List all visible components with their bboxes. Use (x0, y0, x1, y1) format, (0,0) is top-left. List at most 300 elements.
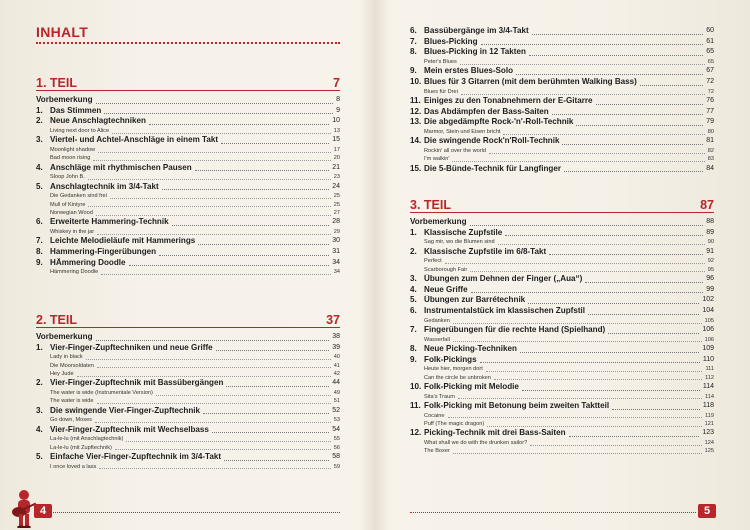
entry-page: 52 (332, 406, 340, 414)
dot-leader (486, 371, 703, 372)
dot-leader (203, 413, 329, 414)
toc-chapter-entry (410, 77, 714, 88)
toc-song-entry (410, 447, 714, 455)
entry-page: 72 (706, 78, 714, 86)
entry-title: Die swingende Rock'n'Roll-Technik (424, 136, 560, 146)
entry-title: Sita's Traum (424, 393, 455, 400)
dot-leader (564, 171, 703, 172)
entry-title: The Boxer (424, 448, 450, 455)
entry-title: Die Gedanken sind frei (50, 193, 107, 200)
dot-leader (149, 124, 329, 125)
toc-chapter-entry (36, 116, 340, 127)
entry-number: 9. (410, 354, 417, 364)
toc-song-entry (410, 365, 714, 373)
dot-leader (452, 161, 704, 162)
contents-heading: INHALT (36, 24, 89, 40)
entry-title: Whiskey in the jar (50, 228, 95, 235)
entry-title: Blues für 3 Gitarren (mit dem berühmten Walking Bass) (424, 77, 637, 87)
entry-number: 7. (410, 325, 417, 334)
entry-number: 12. (410, 106, 422, 116)
entry-title: Die 5-Bünde-Technik für Langfinger (424, 163, 562, 173)
entry-title: Folk-Pickings (424, 354, 477, 364)
entry-page: 104 (702, 307, 714, 314)
dot-leader (530, 445, 701, 446)
entry-page: 83 (707, 156, 714, 163)
entry-number: 5. (36, 181, 43, 191)
dot-leader (216, 350, 330, 351)
entry-title: Norwegian Wood (50, 209, 93, 216)
entry-title: Bassübergänge im 3/4-Takt (424, 26, 529, 35)
toc-song-entry (410, 128, 714, 136)
entry-page: 95 (707, 266, 714, 273)
entry-title: Vorbemerkung (410, 217, 467, 226)
dot-leader (471, 292, 704, 293)
entry-title: Übungen zum Dehnen der Finger („Aua“) (424, 273, 583, 283)
entry-page: 44 (332, 379, 340, 387)
entry-number: 6. (410, 306, 417, 315)
entry-title: Klassische Zupfstile (424, 227, 503, 237)
toc-chapter-entry (36, 236, 340, 247)
section-title: 2. TEIL (36, 313, 77, 327)
entry-page: 92 (707, 258, 714, 265)
dot-leader (528, 303, 699, 304)
entry-title: Hey Jude (50, 370, 74, 377)
toc-chapter-entry (410, 136, 714, 147)
dot-leader (453, 323, 702, 324)
entry-number: 10. (410, 77, 422, 87)
dot-leader (588, 314, 699, 315)
section-teil-2-continued (410, 26, 714, 174)
section-page: 87 (700, 198, 714, 212)
entry-page: 31 (332, 247, 340, 255)
entry-page: 59 (333, 463, 340, 470)
entry-page: 125 (704, 448, 714, 455)
toc-chapter-entry (36, 406, 340, 417)
entry-number: 5. (36, 451, 43, 461)
toc-song-entry (36, 444, 340, 452)
dot-leader (529, 55, 703, 56)
entry-number: 11. (410, 400, 421, 410)
dot-leader (522, 390, 700, 391)
entry-number: 3. (36, 135, 43, 145)
entry-number: 4. (410, 284, 417, 294)
toc-song-entry (36, 173, 340, 181)
entry-title: Blues-Picking (424, 36, 478, 46)
entry-number: 2. (410, 246, 417, 256)
section-teil-2 (36, 313, 340, 471)
heading-divider (36, 42, 340, 44)
dot-leader (112, 133, 331, 134)
toc-song-entry (36, 389, 340, 397)
toc-song-entry (36, 370, 340, 378)
entry-page: 118 (702, 401, 714, 409)
dot-leader (608, 333, 699, 334)
entry-page: 96 (706, 274, 714, 282)
entry-page: 51 (333, 398, 340, 405)
dot-leader (97, 234, 331, 235)
toc-song-entry (410, 88, 714, 96)
toc-song-entry (36, 192, 340, 200)
dot-leader (198, 244, 329, 245)
entry-title: Vier-Finger-Zupftechnik mit Bassübergängen (50, 378, 224, 388)
entry-title: Vier-Finger-Zupftechniken und neue Griffe (50, 342, 213, 352)
entry-page: 23 (333, 174, 340, 181)
dot-leader (97, 367, 331, 368)
entry-page: 13 (333, 128, 340, 135)
toc-chapter-entry (410, 285, 714, 296)
entry-page: 8 (336, 95, 340, 103)
toc-song-entry (36, 353, 340, 361)
entry-page: 15 (332, 136, 340, 144)
toc-chapter-entry (36, 217, 340, 228)
entry-title: Hämmering Doodle (50, 269, 99, 276)
section-title: 3. TEIL (410, 198, 451, 212)
entry-title: Wasserfall (424, 336, 450, 343)
entry-list (410, 217, 714, 456)
entry-title: Moonlight shadow (50, 147, 96, 154)
dot-leader (162, 189, 330, 190)
dot-leader (489, 153, 705, 154)
section-page: 37 (326, 313, 340, 327)
entry-title: Folk-Picking mit Betonung beim zweiten Taktteil (424, 400, 610, 410)
entry-title: Cocaine (424, 412, 445, 419)
entry-title: Erweiterte Hammering-Technik (50, 217, 169, 227)
entry-page: 41 (333, 362, 340, 369)
entry-title: Sag mir, wo die Blumen sind (424, 239, 495, 246)
entry-page: 25 (333, 193, 340, 200)
entry-title: Marmor, Stein und Eisen bricht (424, 129, 501, 136)
entry-list (36, 95, 340, 277)
dot-leader (481, 44, 704, 45)
entry-title: Einfache Vier-Finger-Zupftechnik im 3/4-Takt (50, 451, 222, 461)
entry-title: Neue Picking-Techniken (424, 343, 517, 353)
entry-number: 9. (36, 257, 43, 267)
entry-page: 112 (705, 374, 714, 381)
entry-page: 81 (706, 137, 714, 145)
toc-song-entry (36, 435, 340, 443)
dot-leader (549, 254, 703, 255)
dot-leader (552, 114, 703, 115)
toc-song-entry (36, 228, 340, 236)
entry-title: Fingerübungen für die rechte Hand (Spielhand) (424, 325, 606, 334)
toc-chapter-entry (410, 247, 714, 258)
toc-chapter-entry (410, 325, 714, 336)
toc-chapter-entry (410, 295, 714, 306)
footer-divider-left (50, 512, 340, 513)
entry-page: 58 (332, 452, 340, 460)
toc-chapter-entry (410, 401, 714, 412)
entry-title: I once loved a lass (50, 463, 97, 470)
toc-chapter-entry (36, 332, 340, 343)
entry-page: 24 (332, 182, 340, 190)
entry-number: 7. (36, 236, 43, 246)
toc-song-entry (36, 463, 340, 471)
entry-page: 34 (332, 258, 340, 266)
entry-page: 79 (706, 118, 714, 126)
toc-chapter-entry (410, 428, 714, 439)
dot-leader (99, 468, 330, 469)
dot-leader (96, 103, 334, 104)
dot-leader (458, 398, 702, 399)
dot-leader (221, 143, 329, 144)
entry-title: Folk-Picking mit Melodie (424, 381, 519, 391)
toc-song-entry (410, 420, 714, 428)
toc-chapter-entry (410, 107, 714, 118)
toc-chapter-entry (36, 343, 340, 354)
dot-leader (453, 341, 702, 342)
entry-number: 12. (410, 428, 422, 438)
dot-leader (640, 85, 703, 86)
section-header (36, 313, 340, 328)
toc-song-entry (410, 412, 714, 420)
toc-chapter-entry (410, 26, 714, 37)
toc-chapter-entry (36, 95, 340, 106)
entry-page: 27 (333, 209, 340, 216)
entry-title: Das Stimmen (50, 105, 102, 115)
dot-leader (460, 64, 705, 65)
entry-number: 2. (36, 116, 43, 126)
dot-leader (505, 235, 703, 236)
toc-chapter-entry (410, 37, 714, 48)
entry-title: Anschläge mit rhythmischen Pausen (50, 162, 192, 172)
dot-leader (159, 255, 329, 256)
toc-song-entry (410, 266, 714, 274)
toc-song-entry (410, 336, 714, 344)
dot-leader (126, 441, 330, 442)
entry-number: 4. (36, 424, 43, 434)
toc-song-entry (410, 147, 714, 155)
toc-song-entry (36, 146, 340, 154)
entry-title: Neue Griffe (424, 284, 468, 294)
dot-leader (596, 104, 704, 105)
entry-page: 82 (707, 148, 714, 155)
dot-leader (98, 152, 331, 153)
dot-leader (172, 225, 330, 226)
toc-song-entry (410, 374, 714, 382)
entry-title: Leichte Melodieläufe mit Hammerings (50, 236, 196, 246)
entry-page: 72 (707, 88, 714, 95)
toc-chapter-entry (36, 135, 340, 146)
entry-number: 8. (410, 47, 417, 57)
section-header (36, 76, 340, 91)
toc-song-entry (410, 317, 714, 325)
entry-title: Blues-Picking in 12 Takten (424, 47, 526, 57)
toc-song-entry (36, 209, 340, 217)
entry-page: 109 (702, 344, 714, 352)
dot-leader (445, 263, 705, 264)
section-page: 7 (333, 76, 340, 90)
dot-leader (224, 460, 329, 461)
entry-page: 61 (706, 37, 714, 45)
toc-chapter-entry (410, 228, 714, 239)
entry-title: The water is wide (Instrumentale Version) (50, 389, 153, 396)
toc-chapter-entry (36, 425, 340, 436)
toc-song-entry (36, 268, 340, 276)
entry-title: Neue Anschlagtechniken (50, 116, 146, 126)
entry-title: Bad moon rising (50, 155, 91, 162)
entry-number: 14. (410, 136, 422, 146)
entry-page: 38 (332, 332, 340, 340)
entry-title: Die abgedämpfte Rock-'n'-Roll-Technik (424, 117, 574, 127)
entry-title: Blues für Drei (424, 88, 458, 95)
entry-page: 60 (706, 26, 714, 34)
toc-chapter-entry (410, 344, 714, 355)
dot-leader (97, 403, 331, 404)
dot-leader (470, 271, 705, 272)
entry-page: 65 (706, 48, 714, 56)
entry-page: 88 (706, 217, 714, 225)
entry-page: 89 (706, 228, 714, 236)
entry-title: HÄmmering Doodle (50, 257, 126, 267)
entry-page: 106 (704, 336, 714, 343)
entry-number: 7. (410, 36, 417, 46)
entry-title: Anschlagtechnik im 3/4-Takt (50, 181, 159, 191)
dot-leader (77, 376, 331, 377)
entry-title: Can the circle be unbroken (424, 374, 491, 381)
entry-title: Vier-Finger-Zupftechnik mit Wechselbass (50, 424, 209, 434)
entry-page: 28 (332, 218, 340, 226)
entry-title: Rockin' all over the world (424, 148, 487, 155)
entry-title: Mull of Kintyre (50, 201, 86, 208)
entry-title: The water is wide (50, 398, 94, 405)
entry-page: 77 (706, 107, 714, 115)
dot-leader (569, 436, 700, 437)
entry-page: 99 (706, 285, 714, 293)
entry-title: Viertel- und Achtel-Anschläge in einem Takt (50, 135, 219, 145)
entry-page: 40 (333, 354, 340, 361)
toc-song-entry (36, 362, 340, 370)
toc-song-entry (410, 257, 714, 265)
entry-number: 6. (410, 26, 417, 35)
dot-leader (96, 215, 331, 216)
toc-song-entry (36, 416, 340, 424)
entry-number: 15. (410, 163, 422, 173)
toc-chapter-entry (36, 106, 340, 117)
toc-song-entry (410, 238, 714, 246)
toc-chapter-entry (36, 452, 340, 463)
entry-page: 114 (705, 393, 714, 400)
entry-title: Die swingende Vier-Finger-Zupftechnik (50, 405, 201, 415)
entry-number: 9. (410, 66, 417, 76)
entry-page: 91 (706, 247, 714, 255)
toc-chapter-entry (36, 163, 340, 174)
toc-chapter-entry (410, 355, 714, 366)
entry-page: 65 (707, 59, 714, 66)
entry-page: 49 (333, 389, 340, 396)
entry-number: 1. (36, 342, 43, 352)
dot-leader (562, 144, 703, 145)
toc-chapter-entry (410, 47, 714, 58)
toc-song-entry (410, 439, 714, 447)
entry-page: 123 (702, 429, 714, 437)
dot-leader (516, 74, 703, 75)
dot-leader (195, 170, 330, 171)
toc-song-entry (410, 58, 714, 66)
toc-song-entry (36, 154, 340, 162)
entry-page: 21 (332, 163, 340, 171)
entry-number: 2. (36, 378, 43, 388)
entry-page: 10 (332, 117, 340, 125)
entry-list (36, 332, 340, 471)
dot-leader (95, 422, 331, 423)
toc-chapter-entry (410, 217, 714, 228)
entry-page: 90 (707, 239, 714, 246)
entry-number: 8. (410, 343, 417, 353)
entry-page: 121 (704, 420, 714, 427)
toc-chapter-entry (36, 247, 340, 258)
entry-number: 8. (36, 246, 43, 256)
toc-chapter-entry (410, 382, 714, 393)
entry-page: 53 (333, 417, 340, 424)
entry-number: 13. (410, 117, 422, 127)
dot-leader (88, 179, 331, 180)
entry-page: 29 (333, 228, 340, 235)
entry-title: Living next door to Alice (50, 128, 110, 135)
entry-title: Gedanken (424, 317, 450, 324)
entry-number: 3. (36, 405, 43, 415)
entry-page: 80 (707, 129, 714, 136)
dot-leader (86, 359, 331, 360)
entry-number: 6. (36, 217, 43, 227)
entry-title: Mein erstes Blues-Solo (424, 66, 514, 76)
dot-leader (448, 417, 703, 418)
entry-page: 42 (333, 370, 340, 377)
dot-leader (453, 453, 702, 454)
entry-page: 67 (706, 67, 714, 75)
entry-number: 10. (410, 381, 422, 391)
entry-page: 55 (333, 436, 340, 443)
dot-leader (115, 449, 331, 450)
dot-leader (93, 160, 330, 161)
entry-title: Instrumentalstück im klassischen Zupfstil (424, 306, 586, 315)
entry-page: 39 (332, 343, 340, 351)
entry-page: 119 (705, 412, 714, 419)
dot-leader (532, 34, 704, 35)
dot-leader (156, 395, 331, 396)
entry-page: 110 (702, 355, 714, 363)
entry-title: Heute hier, morgen dort (424, 366, 483, 373)
entry-title: Vorbemerkung (36, 332, 93, 341)
left-page (36, 0, 340, 530)
dot-leader (498, 244, 705, 245)
toc-chapter-entry (410, 66, 714, 77)
toc-chapter-entry (36, 258, 340, 269)
entry-title: What shall we do with the drunken sailor? (424, 439, 528, 446)
entry-title: Peter's Blues (424, 59, 457, 66)
toc-chapter-entry (410, 306, 714, 317)
entry-page: 54 (332, 425, 340, 433)
entry-title: Sloop John B. (50, 174, 85, 181)
entry-page: 102 (702, 296, 714, 304)
entry-title: La-le-lu (mit Zupftechnik) (50, 444, 112, 451)
toc-song-entry (36, 201, 340, 209)
toc-song-entry (410, 393, 714, 401)
dot-leader (612, 409, 700, 410)
entry-title: Puff (The magic dragon) (424, 420, 485, 427)
toc-song-entry (410, 155, 714, 163)
entry-number: 5. (410, 295, 417, 305)
dot-leader (104, 113, 333, 114)
entry-page: 9 (336, 106, 340, 114)
toc-song-entry (36, 127, 340, 135)
toc-chapter-entry (410, 274, 714, 285)
entry-title: Vorbemerkung (36, 95, 93, 104)
entry-title: Scarborough Fair (424, 266, 468, 273)
entry-page: 34 (333, 269, 340, 276)
dot-leader (96, 340, 330, 341)
entry-page: 124 (704, 439, 714, 446)
entry-page: 20 (333, 155, 340, 162)
